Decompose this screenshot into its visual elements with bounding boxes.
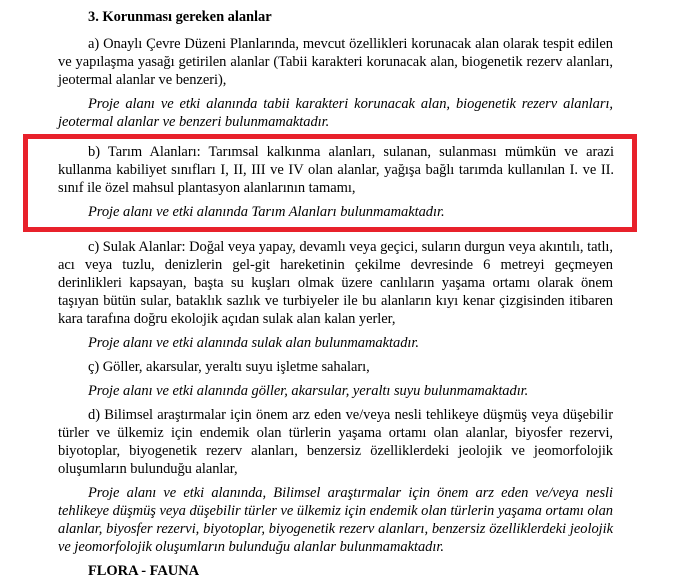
section-heading: 3. Korunması gereken alanlar: [88, 9, 272, 25]
note-c: Proje alanı ve etki alanında sulak alan bulunmamaktadır.: [88, 335, 419, 351]
note-cc: Proje alanı ve etki alanında göller, akarsular, yeraltı suyu bulunmamaktadır.: [88, 383, 529, 399]
paragraph-cc: ç) Göller, akarsular, yeraltı suyu işletme sahaları,: [88, 359, 370, 375]
paragraph-a: a) Onaylı Çevre Düzeni Planlarında, mevcut özellikleri korunacak alan olarak tespit edilen ve yapılaşma yasağı getirilen alanlar (Tabii karakteri korunacak alan, biogenetik rezerv alanları, jeotermal alanlar ve benzeri),: [58, 36, 613, 88]
flora-fauna-heading: FLORA - FAUNA: [88, 563, 200, 579]
paragraph-d: d) Bilimsel araştırmalar için önem arz eden ve/veya nesli tehlikeye düşmüş veya düşebilir türler ve ülkemiz için endemik olan türlerin yaşama ortamı olan alanlar, biyosfer rezervi, biyotoplar, biyogenetik rezerv alanları, benzersiz özelliklerdeki jeolojik ve jeomorfolojik oluşumların bulunduğu alanlar,: [58, 407, 613, 477]
highlight-box: [23, 134, 637, 232]
paragraph-b: b) Tarım Alanları: Tarımsal kalkınma alanları, sulanan, sulanması mümkün ve arazi kullanma kabiliyet sınıfları I, II, III ve IV olan alanlar, yağışa bağlı tarımda kullanılan I. ve II. sınıf ile özel mahsul plantasyon alanlarının tamamı,: [58, 144, 614, 196]
note-b: Proje alanı ve etki alanında Tarım Alanları bulunmamaktadır.: [88, 204, 445, 220]
note-a: Proje alanı ve etki alanında tabii karakteri korunacak alan, biogenetik rezerv alanları, jeotermal alanlar ve benzeri bulunmamaktadır.: [58, 96, 613, 130]
note-d: Proje alanı ve etki alanında, Bilimsel araştırmalar için önem arz eden ve/veya nesli tehlikeye düşmüş veya düşebilir türler ve ülkemiz için endemik olan türlerin yaşama ortamı olan alanlar, biyosfer rezervi, biyotoplar, biyogenetik rezerv alanları, benzersiz özelliklerdeki jeolojik ve jeomorfolojik oluşumların bulunduğu alanlar bulunmamaktadır.: [58, 485, 613, 555]
paragraph-c: c) Sulak Alanlar: Doğal veya yapay, devamlı veya geçici, suların durgun veya akıntılı, tatlı, acı veya tuzlu, denizlerin gel-git hareketinin çekilme devresinde 6 metreyi geçmeyen derinlikleri kapsayan, başta su kuşları olmak üzere canlıların yaşama ortamı olarak önem taşıyan bütün sular, bataklık sazlık ve turbiyeler ile bu alanların kıyı kenar çizgisinden itibaren kara tarafına doğru ekolojik açıdan sulak alan kalan yerler,: [58, 239, 613, 327]
